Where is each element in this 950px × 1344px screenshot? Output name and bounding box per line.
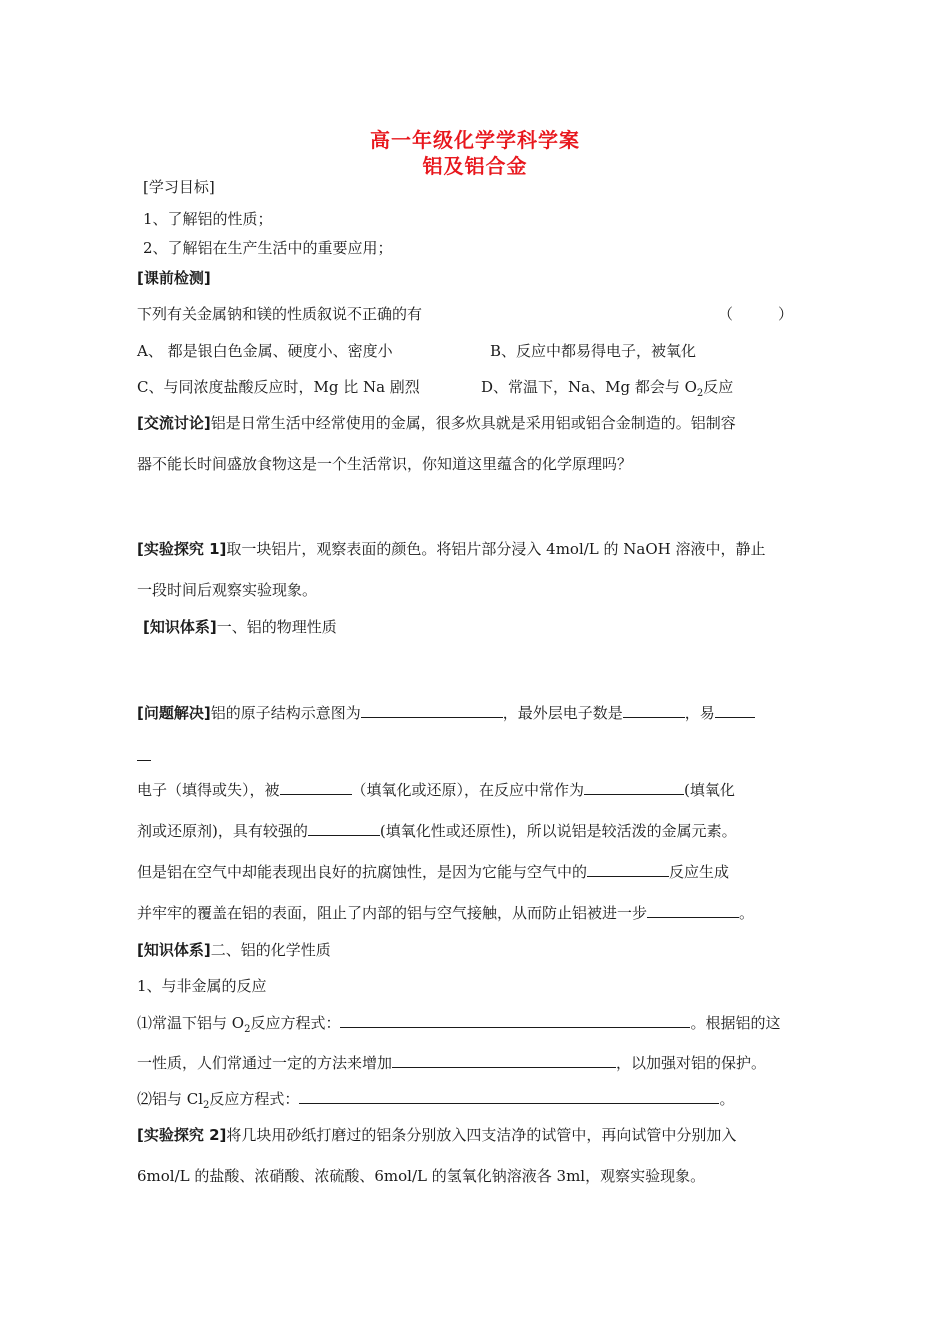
problem-text: 。: [739, 904, 755, 922]
problem-text: 剂或还原剂)，具有较强的: [137, 822, 308, 840]
option-c: C、与同浓度盐酸反应时，Mg 比 Na 剧烈: [137, 378, 420, 396]
reaction-text: ⑴常温下铝与 O: [137, 1014, 245, 1032]
problem-text: （填氧化或还原），在反应中常作为: [351, 781, 585, 799]
experiment-2-text-2: 6mol/L 的盐酸、浓硝酸、浓硫酸、6mol/L 的氢氧化钠溶液各 3ml，观察实验现象。: [137, 1167, 706, 1185]
air-component-blank[interactable]: [587, 862, 669, 877]
nonmetal-heading: 1、与非金属的反应: [137, 977, 267, 995]
pretest-heading: [课前检测]: [137, 269, 211, 287]
property-blank[interactable]: [308, 821, 380, 836]
reaction-text: 反应方程式：: [250, 1014, 341, 1032]
reaction-text: ，以加强对铝的保护。: [616, 1054, 767, 1072]
reaction-text: 反应方程式：: [209, 1090, 300, 1108]
experiment-2-paragraph: [137, 1125, 736, 1145]
goals-heading: [学习目标]: [143, 178, 215, 196]
problem-text: ，易: [684, 704, 715, 722]
knowledge-1-label: [知识体系]: [143, 618, 217, 636]
discussion-text-1: 铝是日常生活中经常使用的金属，很多炊具就是采用铝或铝合金制造的。铝制容: [210, 414, 736, 432]
reaction-text: ⑵铝与 Cl: [137, 1090, 204, 1108]
option-d-text-end: 反应: [703, 378, 734, 396]
experiment-2-text-1: 将几块用砂纸打磨过的铝条分别放入四支洁净的试管中，再向试管中分别加入: [226, 1126, 737, 1144]
knowledge-1-text: 一、铝的物理性质: [216, 618, 337, 636]
discussion-label: [交流讨论]: [137, 414, 211, 432]
experiment-1-text-2: 一段时间后观察实验现象。: [137, 581, 318, 599]
problem-text: (填氧化: [684, 781, 735, 799]
oxidized-reduced-blank[interactable]: [280, 780, 352, 795]
gain-lose-blank[interactable]: [715, 703, 755, 718]
goal-item-1: 1、了解铝的性质；: [143, 210, 273, 228]
experiment-1-label: [实验探究 1]: [137, 540, 227, 558]
knowledge-2-label: [知识体系]: [137, 941, 211, 959]
option-d: [481, 377, 733, 404]
outer-electrons-blank[interactable]: [623, 703, 685, 718]
atom-structure-blank[interactable]: [361, 703, 503, 718]
answer-parenthesis: （ ）: [718, 305, 794, 323]
goal-item-2: 2、了解铝在生产生活中的重要应用；: [143, 239, 393, 257]
pretest-question: 下列有关金属钠和镁的性质叙说不正确的有: [137, 305, 423, 323]
further-reaction-blank[interactable]: [647, 903, 739, 918]
wrapped-blank-end: [137, 748, 151, 761]
reaction-1-line-2: [137, 1053, 766, 1073]
experiment-1-paragraph: [137, 539, 766, 559]
problem-text: 但是铝在空气中却能表现出良好的抗腐蚀性，是因为它能与空气中的: [137, 863, 588, 881]
problem-text: 电子（填得或失），被: [137, 781, 280, 799]
problem-line-4: [137, 862, 729, 882]
document-title: 高一年级化学学科学案: [370, 128, 580, 152]
option-a: A、 都是银白色金属、硬度小、密度小: [137, 342, 393, 360]
experiment-2-label: [实验探究 2]: [137, 1126, 227, 1144]
problem-line-2: [137, 780, 735, 800]
discussion-text-2: 器不能长时间盛放食物这是一个生活常识，你知道这里蕴含的化学原理吗？: [137, 455, 633, 473]
cl2-equation-blank[interactable]: [299, 1089, 719, 1104]
reaction-text: 。根据铝的这: [690, 1014, 781, 1032]
problem-text: (填氧化性或还原性)，所以说铝是较活泼的金属元素。: [379, 822, 737, 840]
document-subtitle: 铝及铝合金: [422, 154, 528, 178]
agent-type-blank[interactable]: [584, 780, 684, 795]
knowledge-2: [137, 940, 331, 960]
option-b: B、反应中都易得电子，被氧化: [490, 342, 697, 360]
problem-line-3: [137, 821, 737, 841]
problem-label: [问题解决]: [137, 704, 211, 722]
o2-equation-blank[interactable]: [340, 1013, 690, 1028]
option-d-text: D、常温下，Na、Mg 都会与 O: [481, 378, 697, 396]
knowledge-1: [143, 617, 337, 637]
discussion-paragraph: [137, 413, 736, 433]
problem-text: ，最外层电子数是: [502, 704, 623, 722]
problem-text: 铝的原子结构示意图为: [210, 704, 361, 722]
reaction-subscript: 2: [244, 1024, 251, 1035]
reaction-1-line: [137, 1013, 780, 1040]
problem-line-5: [137, 903, 754, 923]
option-d-subscript: 2: [696, 388, 704, 399]
experiment-1-text-1: 取一块铝片，观察表面的颜色。将铝片部分浸入 4mol/L 的 NaOH 溶液中，静止: [226, 540, 766, 558]
protection-blank[interactable]: [392, 1053, 616, 1068]
reaction-text: 。: [719, 1090, 735, 1108]
knowledge-2-text: 二、铝的化学性质: [210, 941, 331, 959]
reaction-2-line: [137, 1089, 734, 1116]
reaction-text: 一性质，人们常通过一定的方法来增加: [137, 1054, 393, 1072]
problem-text: 反应生成: [669, 863, 730, 881]
problem-text: 并牢牢的覆盖在铝的表面，阻止了内部的铝与空气接触，从而防止铝被进一步: [137, 904, 648, 922]
reaction-subscript: 2: [203, 1100, 210, 1111]
problem-line-1: [137, 703, 755, 723]
